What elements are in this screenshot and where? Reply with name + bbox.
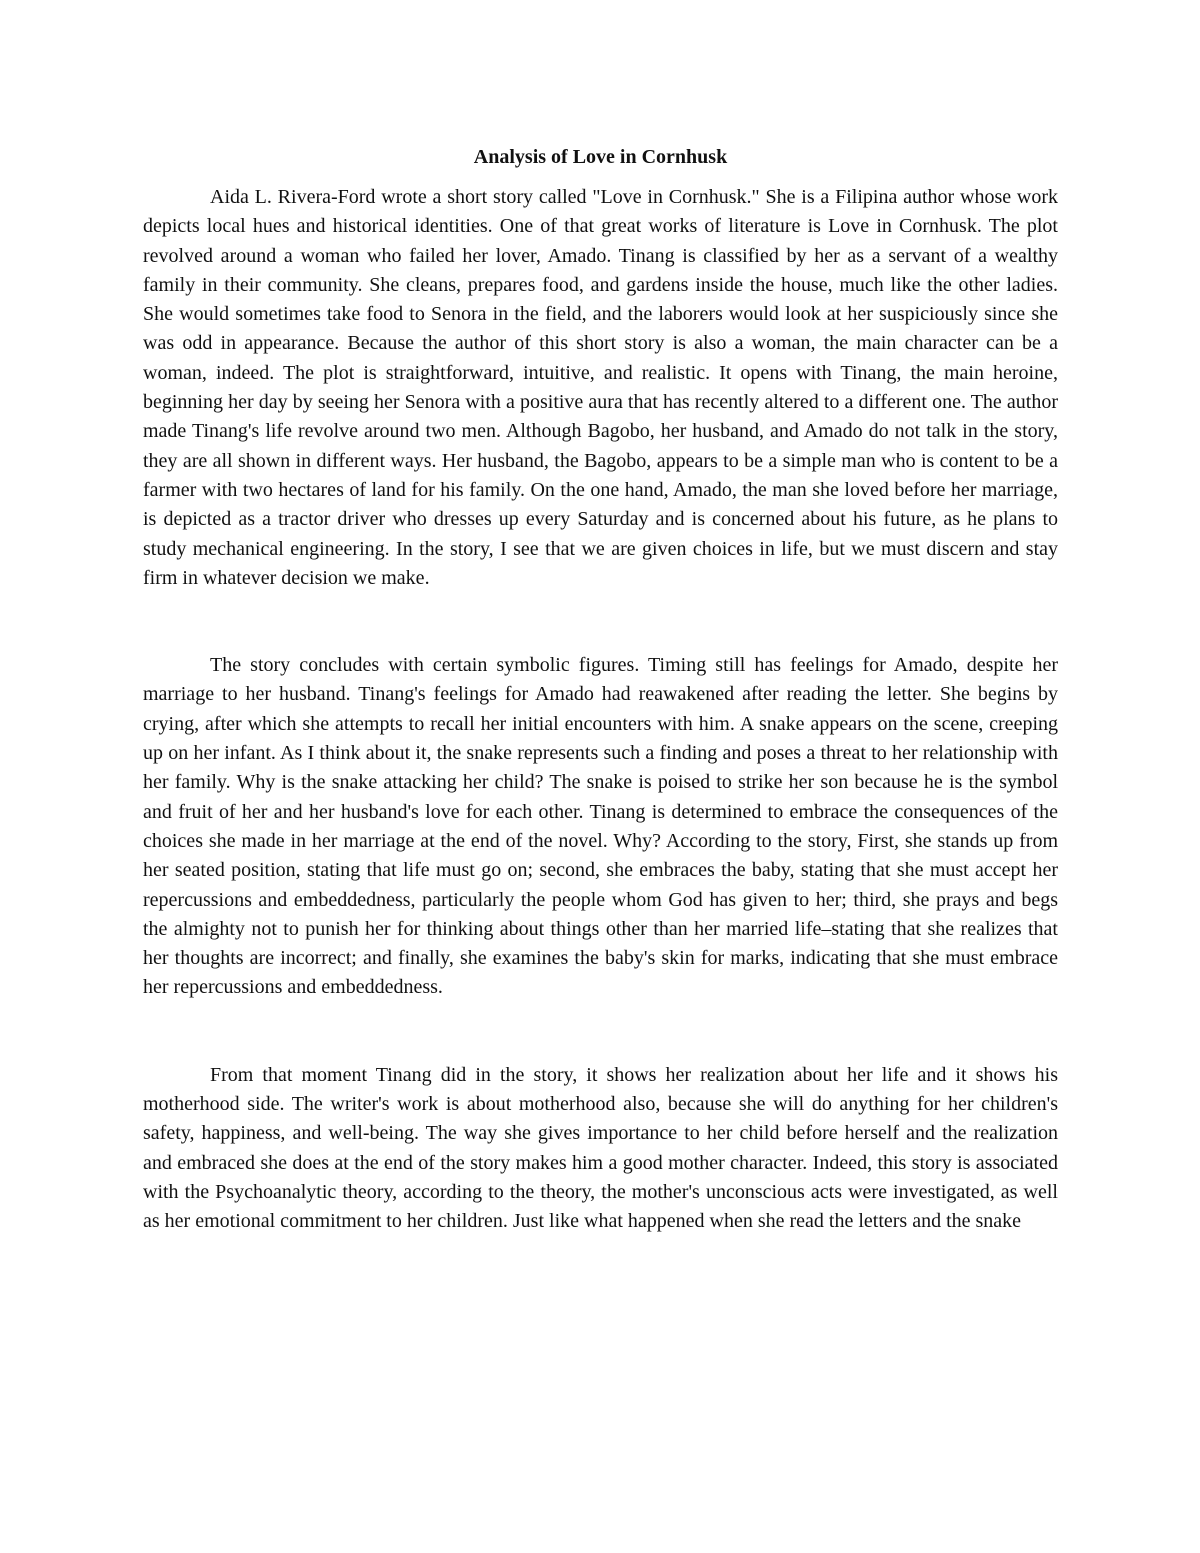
paragraph-1: Aida L. Rivera-Ford wrote a short story called "Love in Cornhusk." She is a Filipina author whose work depicts local hues and historical identities. One of that great works of literature is Love in Cornhusk. The plot revolved around a woman who failed her lover, Amado. Tinang is classified by her as a servant of a wealthy family in their community. She cleans, prepares food, and gardens inside the house, much like the other ladies. She would sometimes take food to Senora in the field, and the laborers would look at her suspiciously since she was odd in appearance. Because the author of this short story is also a woman, the main character can be a woman, indeed. The plot is straightforward, intuitive, and realistic. It opens with Tinang, the main heroine, beginning her day by seeing her Senora with a positive aura that has recently altered to a different one. The author made Tinang's life revolve around two men. Although Bagobo, her husband, and Amado do not talk in the story, they are all shown in different ways. Her husband, the Bagobo, appears to be a simple man who is content to be a farmer with two hectares of land for his family. On the one hand, Amado, the man she loved before her marriage, is depicted as a tractor driver who dresses up every Saturday and is concerned about his future, as he plans to study mechanical engineering. In the story, I see that we are given choices in life, but we must discern and stay firm in whatever decision we make. <box>143 186 1058 589</box>
document-body <box>143 143 1058 1237</box>
paragraph-3: From that moment Tinang did in the story, it shows her realization about her life and it shows his motherhood side. The writer's work is about motherhood also, because she will do anything for her children's safety, happiness, and well-being. The way she gives importance to her child before herself and the realization and embraced she does at the end of the story makes him a good mother character. Indeed, this story is associated with the Psychoanalytic theory, according to the theory, the mother's unconscious acts were investigated, as well as her emotional commitment to her children. Just like what happened when she read the letters and the snake <box>143 1063 1058 1233</box>
paragraph-2: The story concludes with certain symbolic figures. Timing still has feelings for Amado, despite her marriage to her husband. Tinang's feelings for Amado had reawakened after reading the letter. She begins by crying, after which she attempts to recall her initial encounters with him. A snake appears on the scene, creeping up on her infant. As I think about it, the snake represents such a finding and poses a threat to her relationship with her family. Why is the snake attacking her child? The snake is poised to strike her son because he is the symbol and fruit of her and her husband's love for each other. Tinang is determined to embrace the consequences of the choices she made in her marriage at the end of the novel. Why? According to the story, First, she stands up from her seated position, stating that life must go on; second, she embraces the baby, stating that she must accept her repercussions and embeddedness, particularly the people whom God has given to her; third, she prays and begs the almighty not to punish her for thinking about things other than her married life–stating that she realizes that her thoughts are incorrect; and finally, she examines the baby's skin for marks, indicating that she must embrace her repercussions and embeddedness. <box>143 654 1058 999</box>
document-title: Analysis of Love in Cornhusk <box>473 146 728 168</box>
paragraph-spacer <box>143 593 1058 651</box>
paragraph-spacer <box>143 1003 1058 1061</box>
